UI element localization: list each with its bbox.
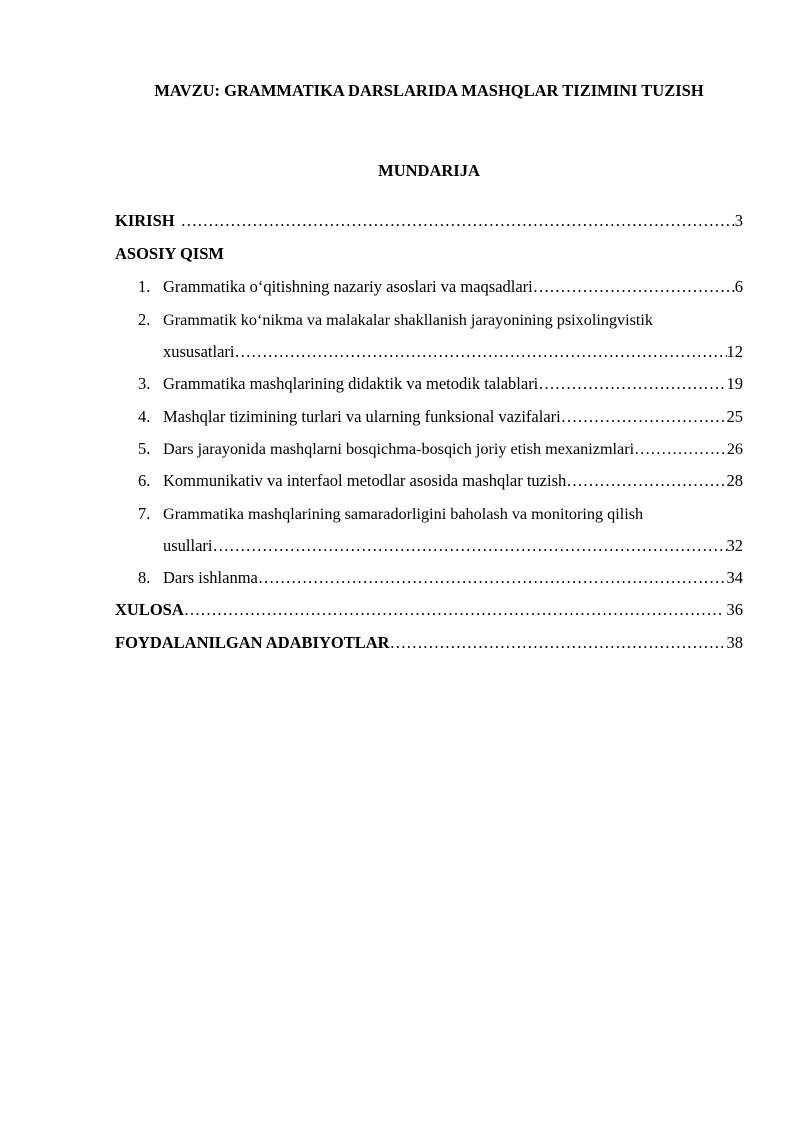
toc-leader	[213, 534, 727, 558]
page-title: MAVZU: GRAMMATIKA DARSLARIDA MASHQLAR TIZIMINI TUZISH	[154, 81, 704, 100]
toc-item-number: 7.	[138, 504, 151, 523]
toc-leader	[566, 469, 726, 493]
toc-label: Dars ishlanma	[163, 568, 258, 587]
toc-page-number: 36	[726, 600, 743, 619]
toc-page-number: 3	[734, 211, 743, 230]
toc-entry	[163, 372, 743, 396]
toc-page-number: 26	[726, 440, 743, 458]
toc-entry-conclusion	[115, 598, 743, 622]
toc-label: Grammatika o‘qitishning nazariy asoslari va maqsadlari	[163, 277, 533, 296]
toc-entry	[163, 566, 743, 590]
toc-entry	[163, 275, 743, 299]
toc-label: KIRISH	[115, 211, 175, 230]
toc-label: usullari	[163, 536, 213, 555]
toc-leader	[533, 275, 735, 299]
toc-label: xususatlari	[163, 342, 235, 361]
toc-label: Mashqlar tizimining turlari va ularning funksional vazifalari	[163, 407, 561, 426]
toc-page-number: 34	[726, 568, 743, 587]
toc-entry-line: Grammatika mashqlarining samaradorligini baholash va monitoring qilish	[163, 505, 644, 523]
toc-page-number: 25	[726, 407, 743, 426]
toc-label: Grammatika mashqlarining didaktik va metodik talablari	[163, 374, 539, 393]
toc-entry-line: Grammatik ko‘nikma va malakalar shakllanish jarayonining psixolingvistik	[163, 311, 654, 329]
toc-section-heading: ASOSIY QISM	[115, 244, 224, 263]
toc-entry	[163, 534, 743, 558]
toc-page-number: 32	[726, 536, 743, 555]
toc-leader	[390, 631, 723, 655]
toc-leader	[181, 209, 735, 233]
toc-entry	[163, 437, 743, 461]
toc-entry	[163, 340, 743, 364]
toc-item-number: 2.	[138, 310, 151, 329]
toc-entry	[163, 405, 743, 429]
toc-leader	[561, 405, 727, 429]
toc-item-number: 1.	[138, 277, 151, 296]
toc-entry-intro	[115, 209, 743, 233]
toc-label: FOYDALANILGAN ADABIYOTLAR	[115, 633, 390, 652]
toc-leader	[538, 372, 726, 396]
toc-item-number: 3.	[138, 374, 151, 393]
toc-leader	[235, 340, 727, 364]
toc-leader	[258, 566, 727, 590]
toc-entry-references	[115, 631, 743, 655]
toc-entry	[163, 469, 743, 493]
toc-heading: MUNDARIJA	[378, 161, 480, 180]
toc-item-number: 4.	[138, 407, 151, 426]
toc-item-number: 8.	[138, 568, 151, 587]
toc-item-number: 6.	[138, 471, 151, 490]
toc-label: XULOSA	[115, 600, 184, 619]
toc-page-number: 19	[726, 374, 743, 393]
toc-page-number: 28	[726, 471, 743, 490]
toc-item-number: 5.	[138, 439, 151, 458]
toc-page-number: 12	[726, 342, 743, 361]
toc-leader	[634, 437, 727, 461]
toc-label: Kommunikativ va interfaol metodlar asosida mashqlar tuzish	[163, 471, 567, 490]
toc-label: Dars jarayonida mashqlarni bosqichma-bosqich joriy etish mexanizmlari	[163, 440, 635, 458]
toc-page-number: 6	[734, 277, 743, 296]
toc-page-number: 38	[726, 633, 743, 652]
toc-leader	[184, 598, 723, 622]
